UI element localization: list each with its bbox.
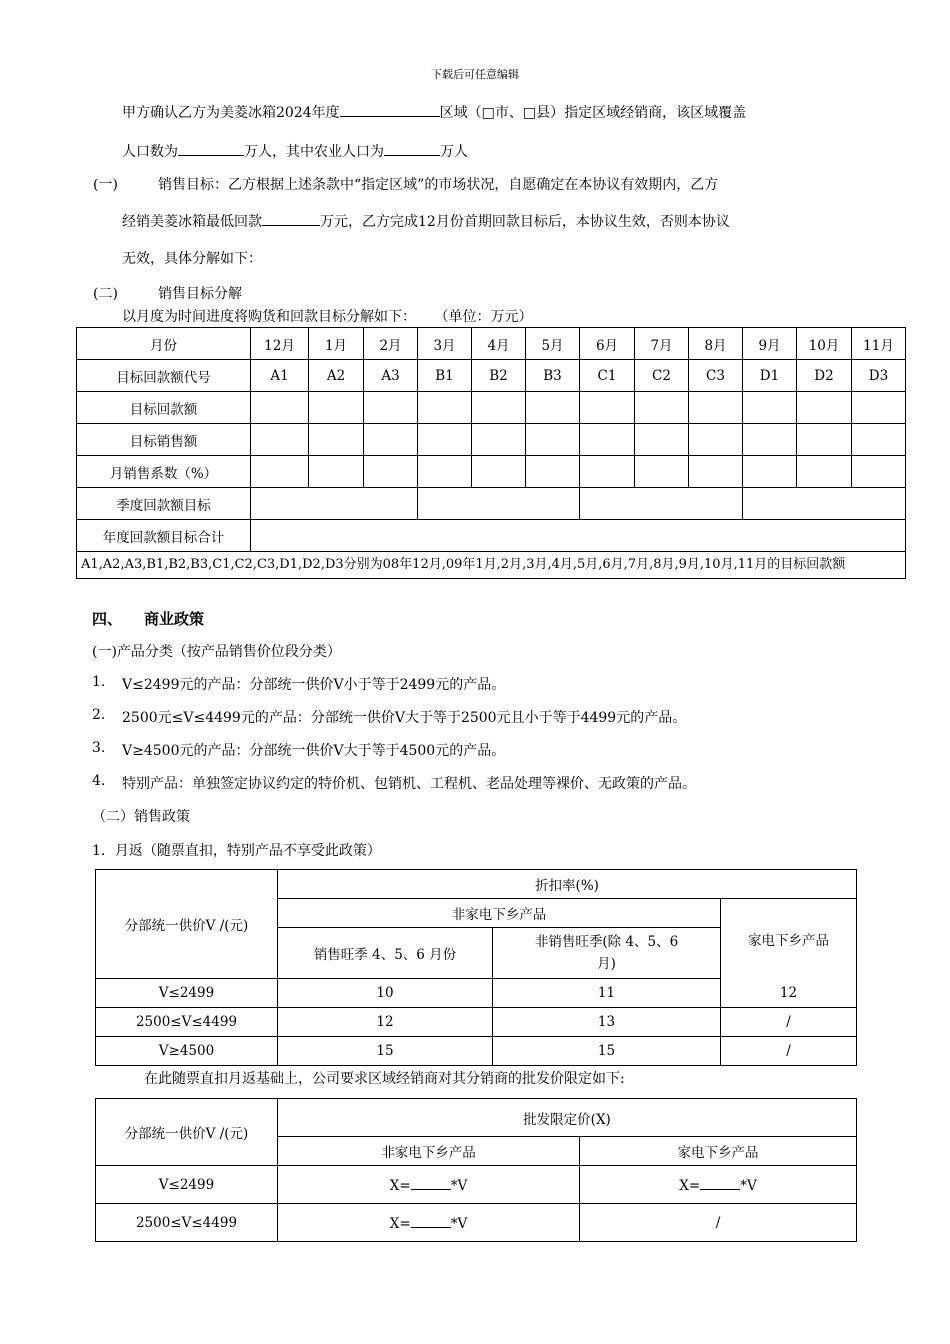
rebate-rural: 12 xyxy=(721,979,857,1008)
annual-row xyxy=(77,520,906,552)
month-cell: 12月 xyxy=(251,328,309,360)
code-cell: B1 xyxy=(418,360,472,392)
blank-cell xyxy=(526,456,580,488)
region-blank xyxy=(340,102,440,117)
blank-cell xyxy=(526,392,580,424)
code-cell: A3 xyxy=(364,360,418,392)
offpeak-line-1: 非销售旺季(除 4、5、6 xyxy=(534,934,679,950)
unit-label: （单位：万元） xyxy=(434,309,533,325)
section-1-line-2 xyxy=(122,211,730,231)
quarter-cell xyxy=(743,488,906,520)
wholesale-rural-value: / xyxy=(580,1204,857,1242)
section-2-title: 销售目标分解 xyxy=(158,286,242,302)
ratio-blank xyxy=(700,1175,740,1190)
rebate-header-non-rural: 非家电下乡产品 xyxy=(278,899,721,928)
code-cell: A2 xyxy=(309,360,364,392)
blank-cell xyxy=(743,392,797,424)
month-row xyxy=(77,328,906,360)
section-1-line-1: 销售目标：乙方根据上述条款中“指定区域”的市场状况，自愿确定在本协议有效期内，乙方 xyxy=(158,177,719,193)
blank-cell xyxy=(309,456,364,488)
blank-cell xyxy=(251,424,309,456)
product-class-number: 1. xyxy=(92,674,106,690)
blank-cell xyxy=(580,424,635,456)
blank-cell xyxy=(364,456,418,488)
x-prefix: X= xyxy=(389,1216,411,1232)
ratio-blank xyxy=(411,1213,451,1228)
blank-cell xyxy=(743,456,797,488)
month-cell: 9月 xyxy=(743,328,797,360)
quarter-cell xyxy=(418,488,580,520)
row-label: 目标回款额代号 xyxy=(77,360,251,392)
quarterly-row xyxy=(77,488,906,520)
blank-cell xyxy=(309,392,364,424)
wholesale-intro: 在此随票直扣月返基础上，公司要求区域经销商对其分销商的批发价限定如下: xyxy=(144,1071,625,1087)
rebate-price: 2500≤V≤4499 xyxy=(96,1008,278,1037)
intro-line-2 xyxy=(122,141,468,161)
code-cell: C2 xyxy=(635,360,689,392)
intro-text: 人口数为 xyxy=(122,144,178,160)
blank-cell xyxy=(635,424,689,456)
target-row xyxy=(77,456,906,488)
blank-cell xyxy=(852,456,906,488)
code-cell: B2 xyxy=(472,360,526,392)
row-label: 年度回款额目标合计 xyxy=(77,520,251,552)
rebate-header-rural: 家电下乡产品 xyxy=(721,899,857,979)
offpeak-line-2: 月) xyxy=(597,956,616,972)
intro-text: 万人 xyxy=(440,144,468,160)
wholesale-price: 2500≤V≤4499 xyxy=(96,1204,278,1242)
blank-cell xyxy=(251,392,309,424)
table-note: A1,A2,A3,B1,B2,B3,C1,C2,C3,D1,D2,D3分别为08年12月,09年1月,2月,3月,4月,5月,6月,7月,8月,9月,10月,11月的目标回款额 xyxy=(77,552,906,579)
blank-cell xyxy=(418,424,472,456)
row-label: 季度回款额目标 xyxy=(77,488,251,520)
code-cell: A1 xyxy=(251,360,309,392)
intro-text: 甲方确认乙方为美菱冰箱2024年度 xyxy=(122,105,340,121)
intro-line-1 xyxy=(122,102,746,122)
wholesale-header-non-rural: 非家电下乡产品 xyxy=(278,1137,580,1166)
rebate-table xyxy=(95,869,857,1066)
blank-cell xyxy=(797,424,852,456)
section-1-text: 经销美菱冰箱最低回款 xyxy=(122,214,262,230)
code-cell: C3 xyxy=(689,360,743,392)
rebate-price: V≥4500 xyxy=(96,1037,278,1066)
wholesale-non-rural-formula xyxy=(278,1166,580,1204)
intro-text: 万人，其中农业人口为 xyxy=(244,144,384,160)
month-cell: 11月 xyxy=(852,328,906,360)
product-class-heading: (一)产品分类（按产品销售价位段分类） xyxy=(92,644,341,660)
blank-cell xyxy=(526,424,580,456)
blank-cell xyxy=(635,392,689,424)
code-cell: C1 xyxy=(580,360,635,392)
rebate-header-peak: 销售旺季 4、5、6 月份 xyxy=(278,928,493,979)
wholesale-header-limit: 批发限定价(X) xyxy=(278,1099,857,1137)
annual-cell xyxy=(251,520,906,552)
code-cell: D3 xyxy=(852,360,906,392)
blank-cell xyxy=(418,392,472,424)
x-prefix: X= xyxy=(389,1178,411,1194)
section-2-subtitle xyxy=(122,306,532,326)
wholesale-header-price: 分部统一供价V /(元) xyxy=(96,1099,278,1166)
month-cell: 3月 xyxy=(418,328,472,360)
blank-cell xyxy=(309,424,364,456)
rebate-peak: 15 xyxy=(278,1037,493,1066)
x-suffix: *V xyxy=(450,1216,468,1232)
product-class-number: 3. xyxy=(92,740,106,756)
monthly-rebate-heading: 1．月返（随票直扣，特别产品不享受此政策） xyxy=(92,843,381,859)
blank-cell xyxy=(689,456,743,488)
blank-cell xyxy=(472,392,526,424)
row-label: 目标销售额 xyxy=(77,424,251,456)
blank-cell xyxy=(743,424,797,456)
product-class-item: V≥4500元的产品：分部统一供价V大于等于4500元的产品。 xyxy=(122,743,506,759)
target-table xyxy=(76,327,906,579)
quarter-cell xyxy=(251,488,418,520)
wholesale-header-rural: 家电下乡产品 xyxy=(580,1137,857,1166)
code-cell: D1 xyxy=(743,360,797,392)
product-class-item: 特别产品：单独签定协议约定的特价机、包销机、工程机、老品处理等裸价、无政策的产品。 xyxy=(122,776,696,792)
month-cell: 2月 xyxy=(364,328,418,360)
section-4-number: 四、 xyxy=(92,610,123,628)
subtitle-text: 以月度为时间进度将购货和回款目标分解如下： xyxy=(122,309,416,325)
month-cell: 4月 xyxy=(472,328,526,360)
rebate-row xyxy=(96,1037,857,1066)
rebate-rural: / xyxy=(721,1037,857,1066)
x-prefix: X= xyxy=(679,1178,701,1194)
wholesale-price: V≤2499 xyxy=(96,1166,278,1204)
section-1-text: 万元，乙方完成12月份首期回款目标后，本协议生效，否则本协议 xyxy=(320,214,730,230)
blank-cell xyxy=(797,392,852,424)
code-row xyxy=(77,360,906,392)
rebate-offpeak: 11 xyxy=(493,979,721,1008)
blank-cell xyxy=(472,424,526,456)
month-cell: 6月 xyxy=(580,328,635,360)
blank-cell xyxy=(472,456,526,488)
section-1-number: (一) xyxy=(93,177,118,193)
intro-text: 区域（□市、□县）指定区域经销商，该区域覆盖 xyxy=(439,105,747,121)
blank-cell xyxy=(418,456,472,488)
code-cell: D2 xyxy=(797,360,852,392)
rebate-rural: / xyxy=(721,1008,857,1037)
x-suffix: *V xyxy=(450,1178,468,1194)
section-2-number: (二) xyxy=(93,286,118,302)
month-cell: 8月 xyxy=(689,328,743,360)
row-label: 月销售系数（%） xyxy=(77,456,251,488)
quarter-cell xyxy=(580,488,743,520)
target-row xyxy=(77,424,906,456)
rebate-header-discount: 折扣率(%) xyxy=(278,870,857,899)
rebate-row xyxy=(96,979,857,1008)
rebate-row xyxy=(96,1008,857,1037)
row-label: 月份 xyxy=(77,328,251,360)
rebate-offpeak: 13 xyxy=(493,1008,721,1037)
blank-cell xyxy=(364,424,418,456)
sales-policy-heading: （二）销售政策 xyxy=(92,809,190,825)
blank-cell xyxy=(580,456,635,488)
wholesale-row xyxy=(96,1166,857,1204)
month-cell: 10月 xyxy=(797,328,852,360)
blank-cell xyxy=(689,424,743,456)
blank-cell xyxy=(852,424,906,456)
rebate-price: V≤2499 xyxy=(96,979,278,1008)
wholesale-table xyxy=(95,1098,857,1242)
product-class-item: 2500元≤V≤4499元的产品：分部统一供价V大于等于2500元且小于等于4499元的产品。 xyxy=(122,710,687,726)
rebate-peak: 12 xyxy=(278,1008,493,1037)
rebate-header-offpeak xyxy=(493,928,721,979)
x-suffix: *V xyxy=(740,1178,757,1194)
ratio-blank xyxy=(411,1175,451,1190)
blank-cell xyxy=(251,456,309,488)
blank-cell xyxy=(852,392,906,424)
rebate-peak: 10 xyxy=(278,979,493,1008)
month-cell: 1月 xyxy=(309,328,364,360)
min-payment-blank xyxy=(262,211,320,226)
target-row xyxy=(77,392,906,424)
note-row xyxy=(77,552,906,579)
page-header: 下载后可任意编辑 xyxy=(431,68,519,81)
population-blank xyxy=(178,141,244,156)
code-cell: B3 xyxy=(526,360,580,392)
blank-cell xyxy=(580,392,635,424)
rebate-offpeak: 15 xyxy=(493,1037,721,1066)
month-cell: 5月 xyxy=(526,328,580,360)
product-class-item: V≤2499元的产品：分部统一供价V小于等于2499元的产品。 xyxy=(122,677,506,693)
product-class-number: 4. xyxy=(92,773,106,789)
product-class-number: 2. xyxy=(92,707,106,723)
month-cell: 7月 xyxy=(635,328,689,360)
row-label: 目标回款额 xyxy=(77,392,251,424)
blank-cell xyxy=(797,456,852,488)
blank-cell xyxy=(364,392,418,424)
wholesale-rural-formula xyxy=(580,1166,857,1204)
blank-cell xyxy=(689,392,743,424)
wholesale-row xyxy=(96,1204,857,1242)
blank-cell xyxy=(635,456,689,488)
section-4-title: 商业政策 xyxy=(144,610,205,628)
rebate-header-price: 分部统一供价V /(元) xyxy=(96,870,278,979)
wholesale-non-rural-formula xyxy=(278,1204,580,1242)
section-1-line-3: 无效，具体分解如下： xyxy=(122,251,262,267)
rural-population-blank xyxy=(384,141,440,156)
